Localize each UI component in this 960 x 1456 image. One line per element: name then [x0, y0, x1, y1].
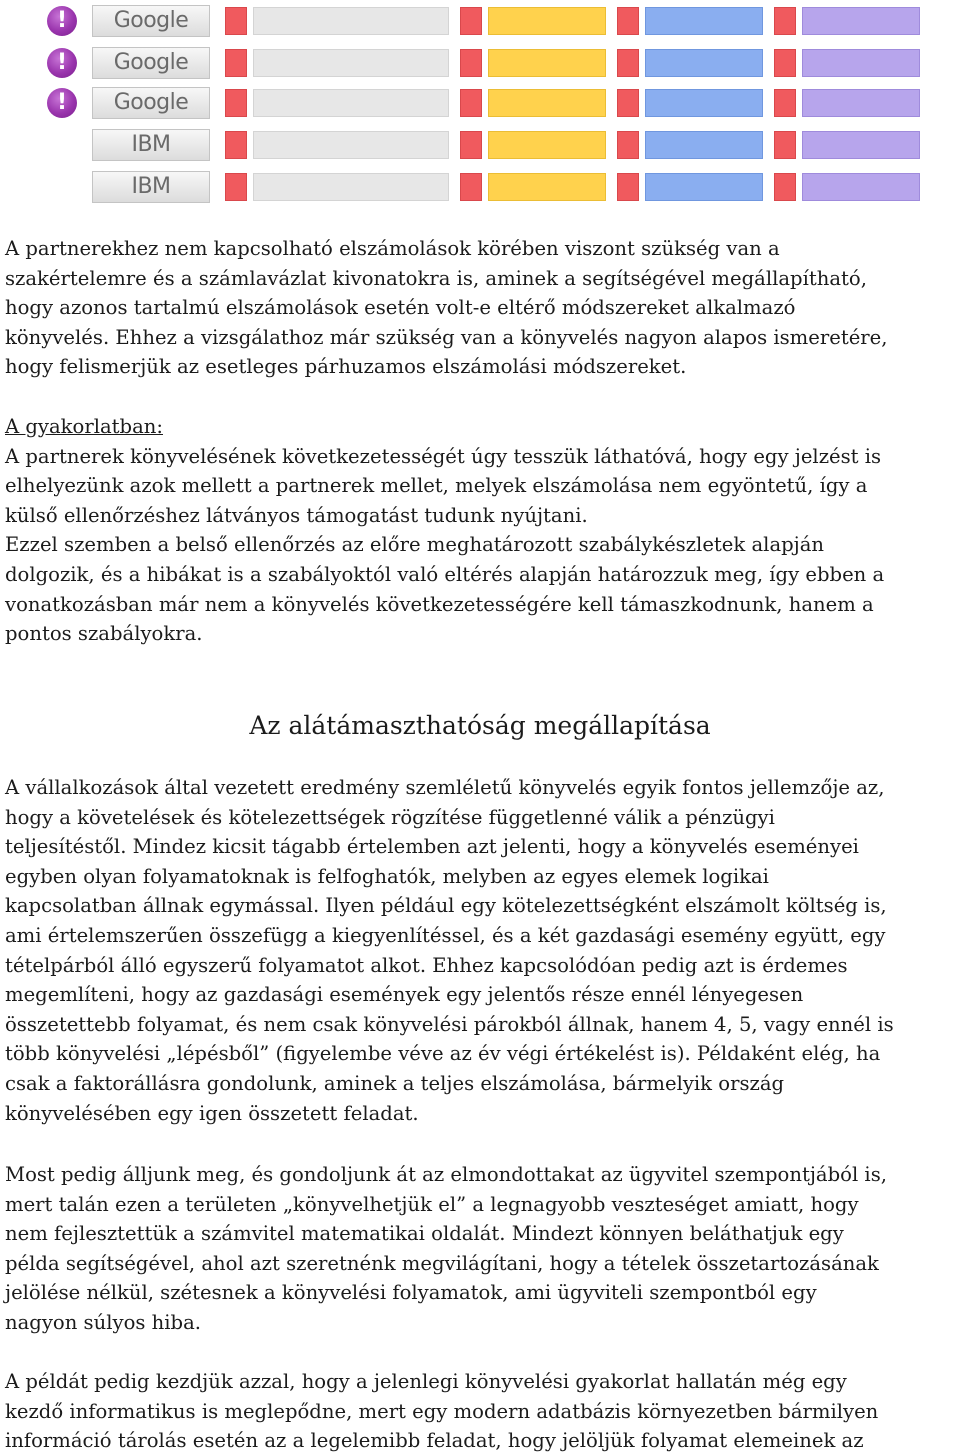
status-cell-yellow: [488, 49, 606, 77]
section-title: Az alátámaszthatóság megállapítása: [249, 711, 711, 740]
status-cell-purple: [802, 89, 920, 117]
text-line: elhelyezünk azok mellett a partnerek mellet, melyek elszámolása nem egyöntetű, így a: [5, 474, 868, 498]
status-cell-red: [617, 89, 639, 117]
text-line: csak a faktorállásra gondolunk, aminek a teljes elszámolása, bármelyik ország: [5, 1071, 785, 1095]
status-cell-red: [774, 131, 796, 159]
status-cell-empty: [253, 173, 449, 201]
status-cell-red: [774, 7, 796, 35]
text-line: jelölése nélkül, szétesnek a könyvelési folyamatok, ami ügyviteli szempontból egy: [5, 1281, 817, 1305]
company-label: Google: [92, 47, 210, 79]
text-line: A partnerekhez nem kapcsolható elszámolások körében viszont szükség van a: [5, 237, 780, 260]
paragraph-workflow: [5, 1160, 960, 1338]
text-line: egyben olyan folyamatoknak is felfoghatók, melyben az egyes elemek logikai: [5, 864, 769, 888]
text-line: összetettebb folyamat, és nem csak könyvelési párokból állnak, hanem 4, 5, vagy ennél is: [5, 1012, 894, 1036]
status-cell-red: [460, 89, 482, 117]
status-cell-purple: [802, 49, 920, 77]
status-cell-red: [225, 131, 247, 159]
status-cell-red: [225, 7, 247, 35]
text-line: hogy a követelések és kötelezettségek rögzítése függetlenné válik a pénzügyi: [5, 805, 775, 829]
partner-flag-table: [0, 0, 960, 210]
text-line: több könyvelési „lépésből” (figyelembe véve az év végi értékelést is). Példaként elég, ha: [5, 1042, 881, 1066]
text-line: Ezzel szemben a belső ellenőrzés az előre meghatározott szabálykészletek alapján: [5, 533, 825, 557]
table-row[interactable]: [0, 170, 960, 204]
table-row[interactable]: [0, 4, 960, 38]
warning-flag-icon: !: [47, 6, 77, 36]
status-cell-yellow: [488, 131, 606, 159]
text-line: dolgozik, és a hibákat is a szabályoktól való eltérés alapján határozzuk meg, így ebben a: [5, 562, 885, 586]
status-cell-blue: [645, 173, 763, 201]
status-cell-red: [617, 131, 639, 159]
text-line: hogy azonos tartalmú elszámolások esetén volt-e eltérő módszereket alkalmazó: [5, 296, 796, 320]
text-line: ami értelemszerűen összefügg a kiegyenlítéssel, és a két gazdasági esemény együtt, egy: [5, 923, 886, 947]
text-line: külső ellenőrzéshez látványos támogatást tudunk nyújtani.: [5, 503, 588, 527]
company-label: IBM: [92, 171, 210, 203]
text-line: teljesítéstől. Mindez kicsit tágabb értelemben azt jelenti, hogy a könyvelés eseményei: [5, 835, 859, 859]
status-cell-red: [460, 49, 482, 77]
paragraph-practice: [5, 412, 960, 649]
text-line: könyvelés. Ehhez a vizsgálathoz már szükség van a könyvelés nagyon alapos ismeretére,: [5, 325, 888, 349]
status-cell-empty: [253, 7, 449, 35]
company-label: Google: [92, 5, 210, 37]
text-line: nem fejlesztettük a számvitel matematikai oldalát. Mindezt könnyen beláthatjuk egy: [5, 1222, 844, 1246]
paragraph-example: [5, 1367, 960, 1456]
status-cell-red: [774, 49, 796, 77]
text-line: megemlíteni, hogy az gazdasági események egy jelentős része ennél lényegesen: [5, 983, 804, 1007]
text-line: nagyon súlyos hiba.: [5, 1310, 201, 1334]
table-row[interactable]: [0, 46, 960, 80]
text-line: példa segítségével, ahol azt szeretnénk megvilágítani, hogy a tételek összetartozásának: [5, 1251, 879, 1275]
status-cell-yellow: [488, 173, 606, 201]
company-label: Google: [92, 87, 210, 119]
status-cell-red: [225, 173, 247, 201]
warning-flag-icon: !: [47, 88, 77, 118]
status-cell-red: [617, 173, 639, 201]
text-line: Most pedig álljunk meg, és gondoljunk át az elmondottakat az ügyvitel szempontjából is,: [5, 1163, 887, 1186]
status-cell-red: [460, 7, 482, 35]
text-line: kezdő informatikus is meglepődne, mert egy modern adatbázis környezetben bármilyen: [5, 1399, 879, 1423]
text-line: tételpárból álló egyszerű folyamatot alkot. Ehhez kapcsolódóan pedig azt is érdemes: [5, 953, 848, 977]
status-cell-blue: [645, 131, 763, 159]
table-row[interactable]: [0, 128, 960, 162]
status-cell-empty: [253, 49, 449, 77]
status-cell-red: [617, 7, 639, 35]
text-line: A példát pedig kezdjük azzal, hogy a jelenlegi könyvelési gyakorlat hallatán még egy: [5, 1370, 847, 1393]
text-line: A vállalkozások által vezetett eredmény szemléletű könyvelés egyik fontos jellemzője az,: [5, 776, 885, 799]
text-line: kapcsolatban állnak egymással. Ilyen például egy kötelezettségként elszámolt költség is,: [5, 894, 887, 918]
text-line: pontos szabályokra.: [5, 622, 203, 646]
warning-flag-icon: !: [47, 48, 77, 78]
paragraph-intro: [5, 234, 960, 382]
text-line: információ tárolás esetén az a legelemibb feladat, hogy jelöljük folyamat elemeinek az: [5, 1429, 864, 1453]
status-cell-red: [225, 89, 247, 117]
status-cell-blue: [645, 49, 763, 77]
table-row[interactable]: [0, 86, 960, 120]
status-cell-yellow: [488, 89, 606, 117]
status-cell-red: [225, 49, 247, 77]
status-cell-red: [617, 49, 639, 77]
status-cell-red: [460, 173, 482, 201]
text-line: vonatkozásban már nem a könyvelés következetességére kell támaszkodnunk, hanem a: [5, 592, 874, 616]
status-cell-empty: [253, 89, 449, 117]
text-line: könyvelésében egy igen összetett feladat.: [5, 1101, 419, 1125]
text-line: szakértelemre és a számlavázlat kivonatokra is, aminek a segítségével megállapítható,: [5, 266, 867, 290]
practice-heading: A gyakorlatban:: [5, 415, 163, 438]
paragraph-accrual: [5, 773, 960, 1128]
status-cell-empty: [253, 131, 449, 159]
status-cell-purple: [802, 131, 920, 159]
status-cell-red: [774, 89, 796, 117]
text-line: hogy felismerjük az esetleges párhuzamos elszámolási módszereket.: [5, 355, 687, 379]
status-cell-yellow: [488, 7, 606, 35]
text-line: A partnerek könyvelésének következetességét úgy tesszük láthatóvá, hogy egy jelzést is: [5, 444, 882, 468]
status-cell-purple: [802, 173, 920, 201]
status-cell-purple: [802, 7, 920, 35]
status-cell-blue: [645, 89, 763, 117]
status-cell-blue: [645, 7, 763, 35]
status-cell-red: [460, 131, 482, 159]
text-line: mert talán ezen a területen „könyvelhetjük el” a legnagyobb veszteséget amiatt, hogy: [5, 1192, 859, 1216]
status-cell-red: [774, 173, 796, 201]
company-label: IBM: [92, 129, 210, 161]
